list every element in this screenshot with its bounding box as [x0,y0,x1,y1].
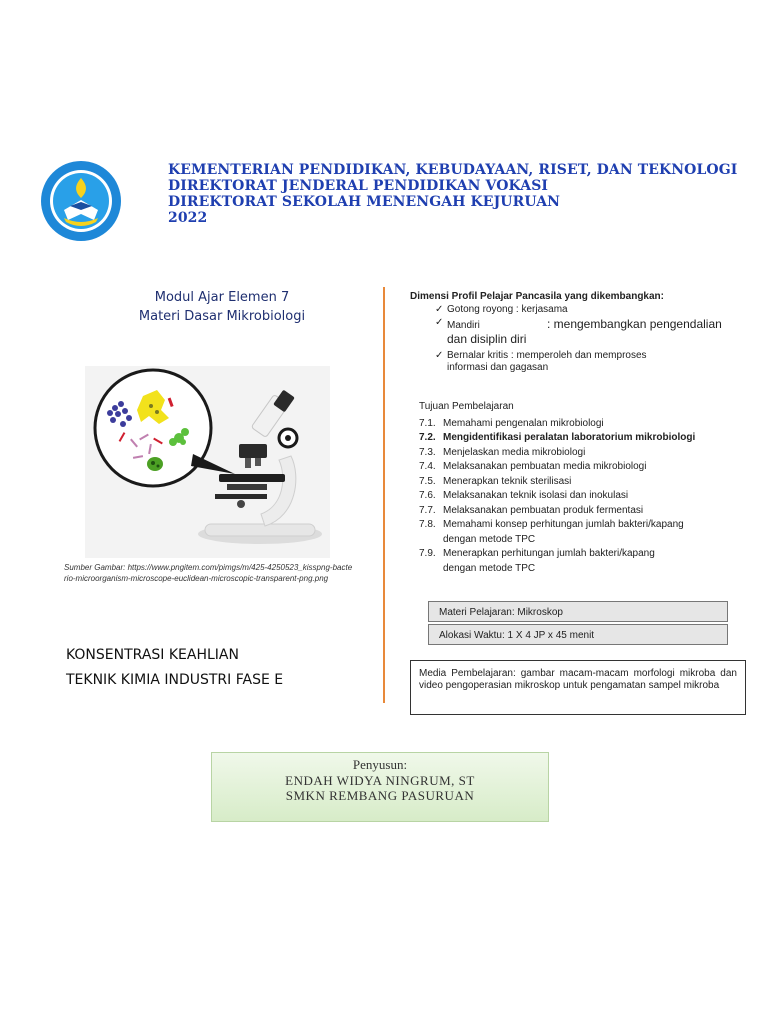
kemdikbud-logo [40,160,122,242]
list-item-number: 7.5. [419,475,436,487]
list-item-text: Menjelaskan media mikrobiologi [443,446,586,458]
microscope-illustration [85,366,330,558]
alokasi-waktu-box: Alokasi Waktu: 1 X 4 JP x 45 menit [428,624,728,645]
list-item [419,446,759,461]
checkmark-icon: ✓ [435,350,444,361]
profil-item-text: Gotong royong : kerjasama [447,304,568,315]
profil-item-mandiri [410,317,750,332]
tujuan-heading: Tujuan Pembelajaran [419,401,514,412]
list-item-continuation: dengan metode TPC [443,533,536,545]
list-item-text: Mengidentifikasi peralatan laboratorium mikrobiologi [443,432,696,443]
ministry-header [168,162,748,226]
penyusun-box [211,752,549,822]
header-year: 2022 [168,210,208,226]
list-item-number: 7.3. [419,446,436,458]
module-subtitle: Materi Dasar Mikrobiologi [138,309,306,324]
list-item-continuation: dengan metode TPC [443,562,536,574]
checkmark-icon: ✓ [435,317,444,328]
profil-item-text: Bernalar kritis : memperoleh dan memproses [447,350,647,361]
media-pembelajaran-box: Media Pembelajaran: gambar macam-macam morfologi mikroba dan video pengoperasian mikroskop untuk pengamatan sampel mikroba [410,660,746,715]
konsentrasi-line1: KONSENTRASI KEAHLIAN [66,647,239,663]
profil-item-gotong-royong [410,304,750,316]
list-item [419,460,759,475]
list-item [419,518,759,533]
tujuan-pembelajaran [419,400,759,576]
list-item-number: 7.6. [419,490,436,501]
profil-item-desc: : mengembangkan pengendalian [547,317,722,331]
penyusun-label: Penyusun: [352,757,408,772]
checkmark-icon: ✓ [435,304,444,315]
module-title: Modul Ajar Elemen 7 [154,290,290,305]
list-item [419,489,759,504]
profil-item-desc-cont: dan disiplin diri [447,332,527,346]
column-divider [383,287,385,703]
list-item-number: 7.7. [419,504,436,516]
list-item-text: Memahami konsep perhitungan jumlah bakteri/kapang [443,519,684,530]
list-item [419,417,759,432]
list-item-text: Memahami pengenalan mikrobiologi [443,417,604,429]
header-line-directorate: DIREKTORAT SEKOLAH MENENGAH KEJURUAN [168,194,561,210]
profil-item-bernalar-kritis [410,350,750,374]
profil-item-label: Mandiri [447,320,480,331]
konsentrasi-keahlian [66,643,366,693]
image-source-caption: Sumber Gambar: https://www.pngitem.com/pimgs/m/425-4250523_kisspng-bacterio-microorganism-microscope-euclidean-microscopic-transparent-png.png [64,563,353,583]
profil-heading: Dimensi Profil Pelajar Pancasila yang dikembangkan: [410,291,664,302]
list-item [419,504,759,519]
list-item [419,475,759,490]
list-item-text: Melaksanakan pembuatan produk fermentasi [443,504,644,516]
list-item-text: Melaksanakan teknik isolasi dan inokulasi [443,490,629,501]
list-item-number: 7.9. [419,548,436,559]
header-line-directorate-general: DIREKTORAT JENDERAL PENDIDIKAN VOKASI [168,178,549,194]
list-item [419,547,759,562]
module-title-block [90,288,354,326]
profil-item-text-cont: informasi dan gagasan [447,362,549,373]
list-item-number: 7.1. [419,417,436,429]
penyusun-name: ENDAH WIDYA NINGRUM, ST [285,773,475,788]
list-item [419,431,759,446]
konsentrasi-line2: TEKNIK KIMIA INDUSTRI FASE E [66,672,284,688]
list-item-number: 7.2. [419,432,436,443]
list-item-number: 7.8. [419,519,436,530]
materi-pelajaran-box: Materi Pelajaran: Mikroskop [428,601,728,622]
penyusun-school: SMKN REMBANG PASURUAN [285,788,475,803]
list-item-text: Menerapkan perhitungan jumlah bakteri/kapang [443,548,655,559]
header-line-ministry: KEMENTERIAN PENDIDIKAN, KEBUDAYAAN, RISET, DAN TEKNOLOGI [168,162,738,178]
profil-pancasila [410,291,750,374]
list-item-text: Melaksanakan pembuatan media mikrobiologi [443,461,647,472]
list-item-number: 7.4. [419,461,436,472]
list-item-text: Menerapkan teknik sterilisasi [443,475,572,487]
